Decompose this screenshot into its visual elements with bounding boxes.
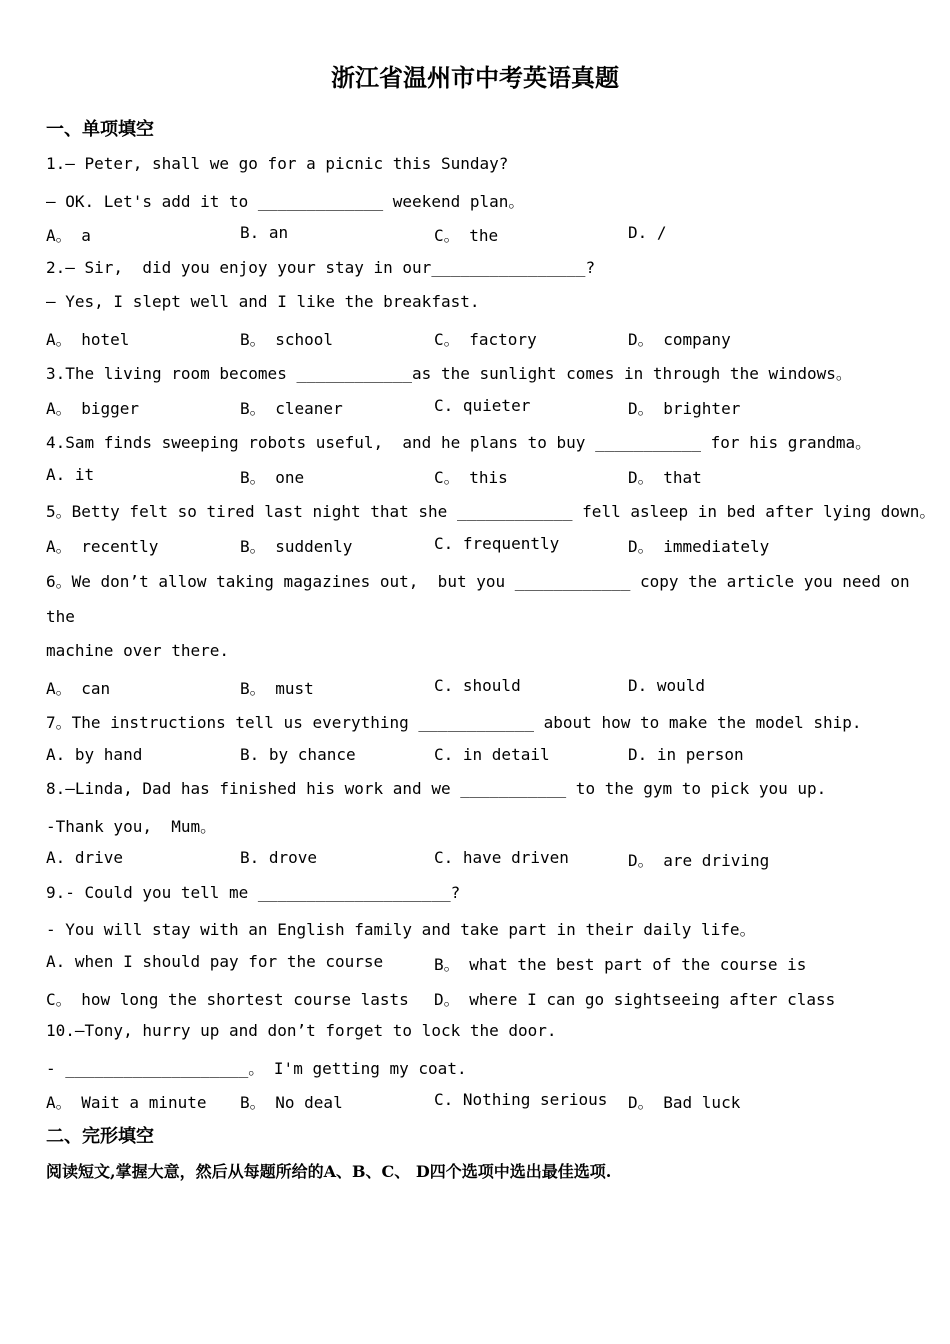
question-5-option-d: D。 immediately: [628, 537, 770, 556]
question-7-option-d: D. in person: [628, 745, 744, 764]
question-1-option-c: C。 the: [434, 226, 499, 245]
question-4-line-1: 4.Sam finds sweeping robots useful, and he plans to buy ___________ for his grandma。: [46, 433, 872, 452]
question-8-option-c: C. have driven: [434, 848, 569, 867]
question-10-option-a: A。 Wait a minute: [46, 1093, 207, 1112]
question-10-option-c: C. Nothing serious: [434, 1090, 608, 1109]
question-2-option-a: A。 hotel: [46, 330, 130, 349]
question-9-option-c: C。 how long the shortest course lasts: [46, 990, 409, 1009]
question-4-option-d: D。 that: [628, 468, 702, 487]
page-title: 浙江省温州市中考英语真题: [331, 63, 619, 92]
question-7-option-a: A. by hand: [46, 745, 143, 764]
section-heading-cloze: 二、完形填空: [46, 1126, 154, 1147]
question-2-line-1: 2.— Sir, did you enjoy your stay in our________________?: [46, 258, 596, 277]
question-5-option-b: B。 suddenly: [240, 537, 353, 556]
question-10-line-2: - ___________________。 I'm getting my coat.: [46, 1059, 467, 1078]
question-10-option-d: D。 Bad luck: [628, 1093, 741, 1112]
question-4-option-c: C。 this: [434, 468, 508, 487]
question-1-option-a: A。 a: [46, 226, 91, 245]
question-9-option-d: D。 where I can go sightseeing after class: [434, 990, 836, 1009]
question-8-line-2: -Thank you, Mum。: [46, 817, 217, 836]
question-9-line-2: - You will stay with an English family and take part in their daily life。: [46, 920, 756, 939]
question-8-option-b: B. drove: [240, 848, 318, 867]
question-9-option-b: B。 what the best part of the course is: [434, 955, 807, 974]
question-2-option-d: D。 company: [628, 330, 731, 349]
question-6-option-c: C. should: [434, 676, 521, 695]
section-heading-single-choice: 一、单项填空: [46, 119, 154, 140]
question-2-option-b: B。 school: [240, 330, 334, 349]
question-7-option-b: B. by chance: [240, 745, 356, 764]
question-4-option-b: B。 one: [240, 468, 305, 487]
question-6-option-b: B。 must: [240, 679, 314, 698]
question-1-line-2: — OK. Let's add it to _____________ weekend plan。: [46, 192, 525, 211]
question-5-line-1: 5。Betty felt so tired last night that she ____________ fell asleep in bed after lying down。: [46, 502, 936, 521]
question-6-line-1: 6。We don’t allow taking magazines out, but you ____________ copy the article you need on: [46, 572, 910, 591]
question-3-option-a: A。 bigger: [46, 399, 140, 418]
cloze-instruction: 阅读短文,掌握大意，然后从每题所给的A、B、C、 D四个选项中选出最佳选项.: [46, 1162, 612, 1181]
question-6-line-3: machine over there.: [46, 641, 230, 660]
question-1-line-1: 1.— Peter, shall we go for a picnic this Sunday?: [46, 154, 509, 173]
question-7-option-c: C. in detail: [434, 745, 550, 764]
question-10-option-b: B。 No deal: [240, 1093, 343, 1112]
question-6-option-a: A。 can: [46, 679, 111, 698]
question-1-option-d: D. /: [628, 223, 667, 242]
question-3-option-c: C. quieter: [434, 396, 531, 415]
question-2-line-2: — Yes, I slept well and I like the breakfast.: [46, 292, 480, 311]
question-3-option-d: D。 brighter: [628, 399, 741, 418]
question-7-line-1: 7。The instructions tell us everything ____________ about how to make the model ship.: [46, 713, 862, 732]
question-6-option-d: D. would: [628, 676, 706, 695]
question-9-line-1: 9.- Could you tell me ____________________?: [46, 883, 461, 902]
question-10-line-1: 10.–Tony, hurry up and don’t forget to lock the door.: [46, 1021, 557, 1040]
question-1-option-b: B. an: [240, 223, 289, 242]
question-8-option-d: D。 are driving: [628, 851, 770, 870]
question-3-option-b: B。 cleaner: [240, 399, 343, 418]
question-8-line-1: 8.–Linda, Dad has finished his work and we ___________ to the gym to pick you up.: [46, 779, 827, 798]
question-9-option-a: A. when I should pay for the course: [46, 952, 384, 971]
question-4-option-a: A. it: [46, 465, 95, 484]
question-3-line-1: 3.The living room becomes ____________as the sunlight comes in through the windows。: [46, 364, 852, 383]
question-8-option-a: A. drive: [46, 848, 124, 867]
question-5-option-a: A。 recently: [46, 537, 159, 556]
question-2-option-c: C。 factory: [434, 330, 537, 349]
question-5-option-c: C. frequently: [434, 534, 560, 553]
question-6-line-2: the: [46, 607, 75, 626]
